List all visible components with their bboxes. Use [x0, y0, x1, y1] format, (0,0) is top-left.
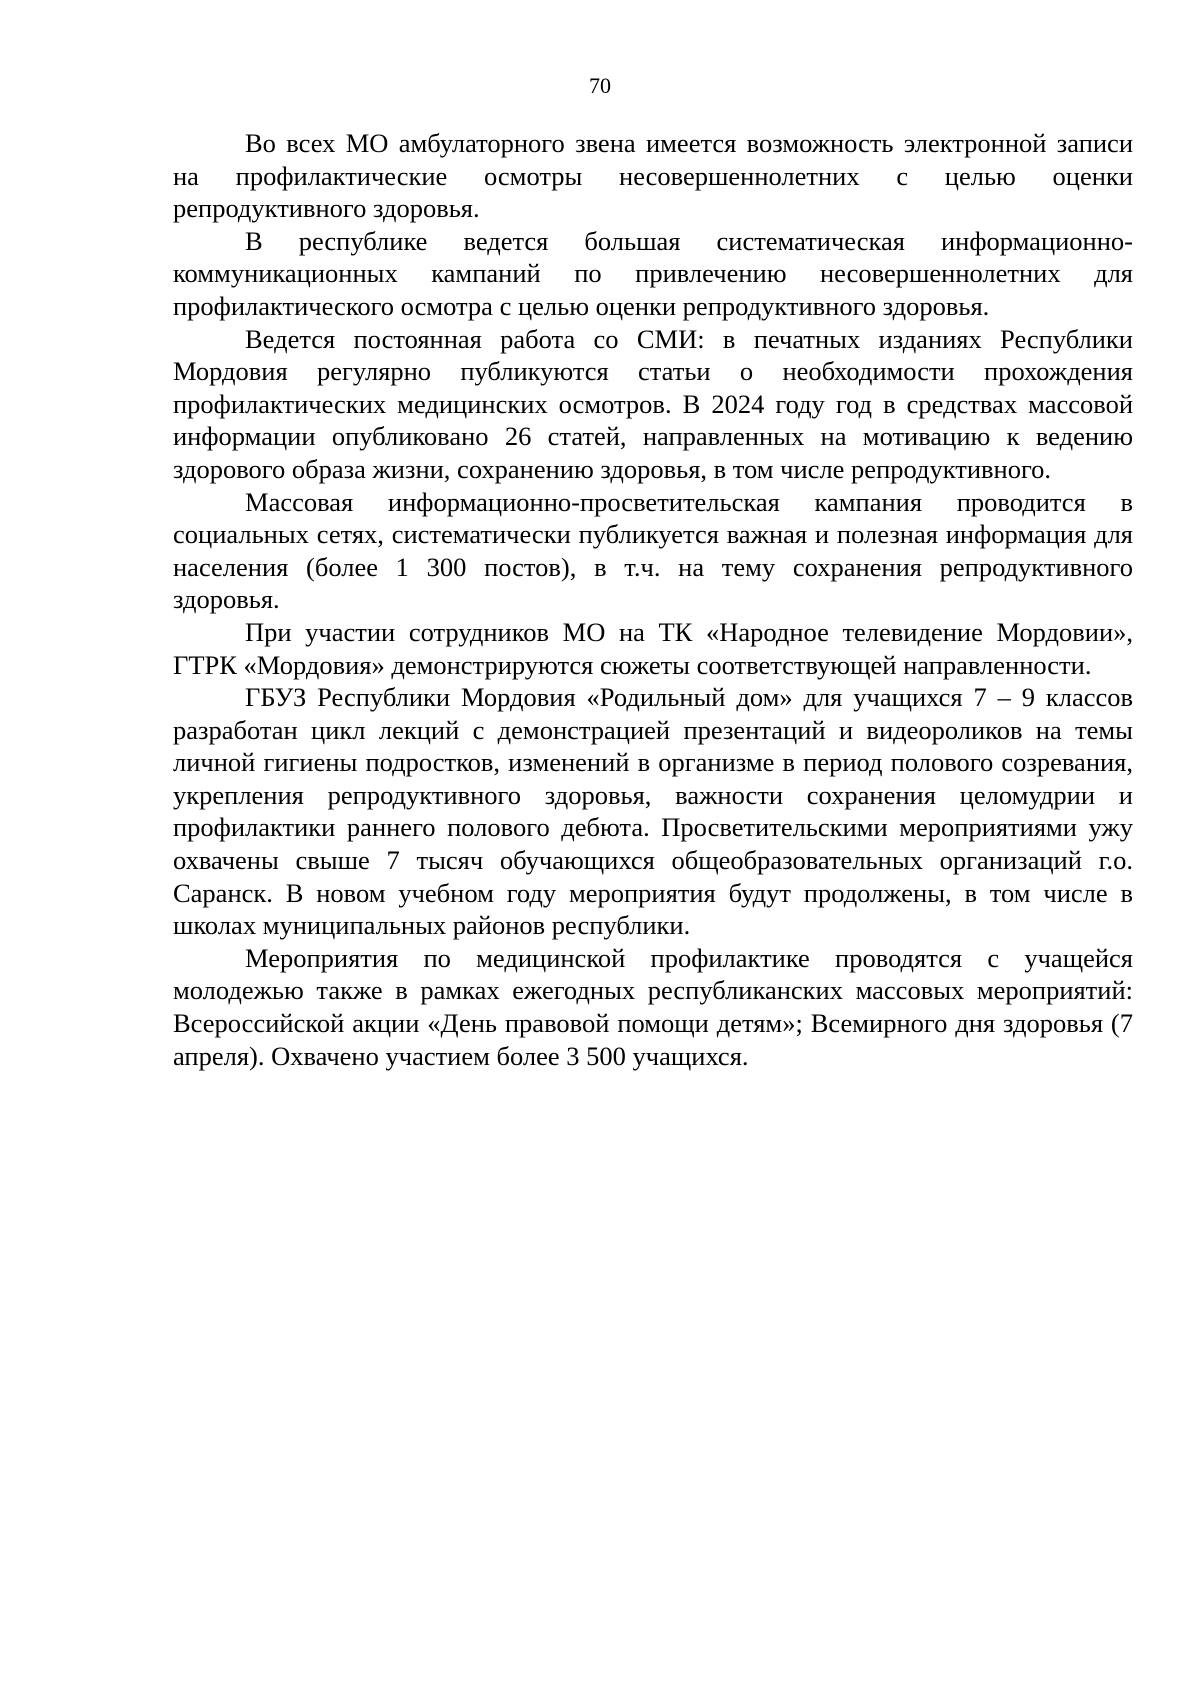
paragraph-information-campaigns: В республике ведется большая систематическая информационно-коммуникационных кампаний по привлечению несовершеннолетних для профилактического осмотра с целью оценки репродуктивного здоровья.	[173, 225, 1133, 321]
paragraph-youth-events: Мероприятия по медицинской профилактике проводятся с учащейся молодежью также в рамках ежегодных республиканских массовых мероприятий: Всероссийской акции «День правовой помощи детям»; Всемирного дня здоровья (7 апреля). Охвачено участием более 3 500 учащихся.	[173, 942, 1133, 1071]
paragraph-electronic-registration: Во всех МО амбулаторного звена имеется возможность электронной записи на профилактические осмотры несовершеннолетних с целью оценки репродуктивного здоровья.	[173, 128, 1133, 224]
page-body	[173, 127, 1133, 1072]
paragraph-tv-coverage: При участии сотрудников МО на ТК «Народное телевидение Мордовии», ГТРК «Мордовия» демонстрируются сюжеты соответствующей направленности.	[173, 616, 1133, 680]
paragraph-maternity-lectures: ГБУЗ Республики Мордовия «Родильный дом» для учащихся 7 – 9 классов разработан цикл лекций с демонстрацией презентаций и видеороликов на темы личной гигиены подростков, изменений в организме в период полового созревания, укрепления репродуктивного здоровья, важности сохранения целомудрии и профилактики раннего полового дебюта. Просветительскими мероприятиями ужу охвачены свыше 7 тысяч обучающихся общеобразовательных организаций г.о. Саранск. В новом учебном году мероприятия будут продолжены, в том числе в школах муниципальных районов республики.	[173, 682, 1133, 941]
page-number: 70	[589, 73, 611, 98]
paragraph-social-networks: Массовая информационно-просветительская кампания проводится в социальных сетях, систематически публикуется важная и полезная информация для населения (более 1 300 постов), в т.ч. на тему сохранения репродуктивного здоровья.	[173, 486, 1133, 615]
paragraph-media-work: Ведется постоянная работа со СМИ: в печатных изданиях Республики Мордовия регулярно публикуются статьи о необходимости прохождения профилактических медицинских осмотров. В 2024 году год в средствах массовой информации опубликовано 26 статей, направленных на мотивацию к ведению здорового образа жизни, сохранению здоровья, в том числе репродуктивного.	[173, 323, 1133, 484]
